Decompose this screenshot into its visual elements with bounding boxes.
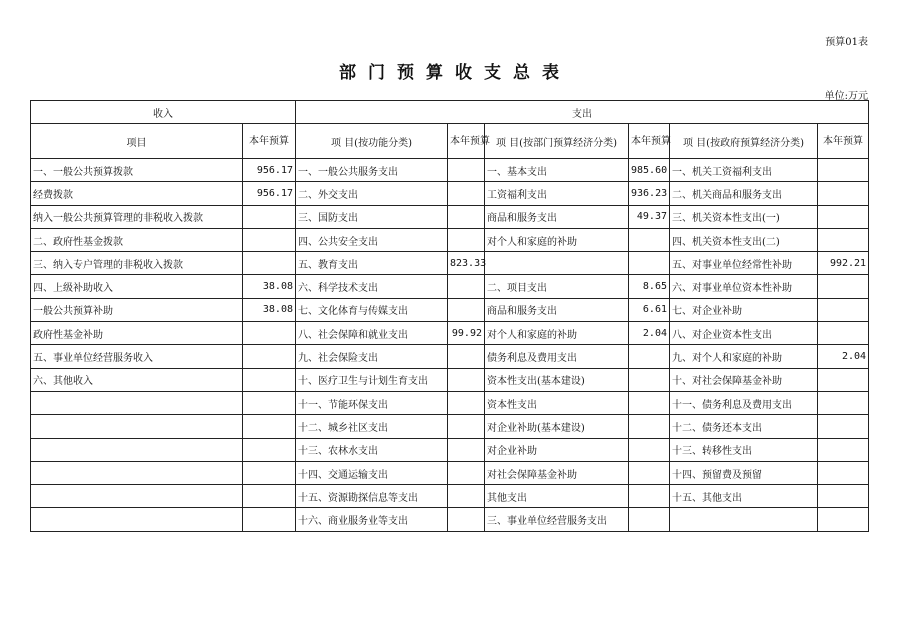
dept-econ-item-cell: 债务利息及费用支出 [485, 345, 629, 368]
function-budget-cell [448, 461, 485, 484]
col-header-gov-econ-item: 项 目(按政府预算经济分类) [670, 124, 818, 159]
function-item-cell: 十二、城乡社区支出 [296, 415, 448, 438]
gov-econ-item-cell: 五、对事业单位经常性补助 [670, 252, 818, 275]
dept-econ-budget-cell: 8.65 [629, 275, 670, 298]
income-item-cell: 五、事业单位经营服务收入 [31, 345, 243, 368]
col-header-income-item: 项目 [31, 124, 243, 159]
dept-econ-item-cell: 对个人和家庭的补助 [485, 228, 629, 251]
table-row [31, 228, 869, 251]
gov-econ-budget-cell [818, 391, 869, 414]
income-budget-cell: 38.08 [243, 275, 296, 298]
income-budget-cell [243, 345, 296, 368]
dept-econ-item-cell: 资本性支出 [485, 391, 629, 414]
table-row [31, 298, 869, 321]
expense-group-header: 支出 [296, 101, 869, 124]
dept-econ-budget-cell [629, 391, 670, 414]
dept-econ-item-cell: 对个人和家庭的补助 [485, 322, 629, 345]
col-header-income-budget: 本年预算 [243, 124, 296, 159]
table-row [31, 252, 869, 275]
col-header-dept-econ-budget: 本年预算 [629, 124, 670, 159]
dept-econ-item-cell: 二、项目支出 [485, 275, 629, 298]
gov-econ-budget-cell [818, 485, 869, 508]
unit-label: 单位:万元 [824, 91, 868, 102]
budget-summary-table [30, 100, 869, 532]
gov-econ-item-cell [670, 508, 818, 531]
dept-econ-item-cell: 对社会保障基金补助 [485, 461, 629, 484]
gov-econ-budget-cell [818, 415, 869, 438]
gov-econ-item-cell: 六、对事业单位资本性补助 [670, 275, 818, 298]
income-budget-cell [243, 252, 296, 275]
table-row [31, 345, 869, 368]
dept-econ-budget-cell [629, 438, 670, 461]
income-item-cell [31, 438, 243, 461]
gov-econ-budget-cell [818, 228, 869, 251]
form-code: 预算01表 [825, 37, 868, 48]
function-budget-cell [448, 182, 485, 205]
gov-econ-budget-cell [818, 508, 869, 531]
function-budget-cell [448, 298, 485, 321]
table-row [31, 182, 869, 205]
income-budget-cell: 956.17 [243, 182, 296, 205]
income-item-cell: 一般公共预算补助 [31, 298, 243, 321]
income-budget-cell [243, 368, 296, 391]
gov-econ-item-cell: 九、对个人和家庭的补助 [670, 345, 818, 368]
dept-econ-budget-cell: 2.04 [629, 322, 670, 345]
dept-econ-budget-cell: 49.37 [629, 205, 670, 228]
function-budget-cell [448, 485, 485, 508]
col-header-function-budget: 本年预算 [448, 124, 485, 159]
gov-econ-item-cell: 十、对社会保障基金补助 [670, 368, 818, 391]
income-item-cell: 二、政府性基金拨款 [31, 228, 243, 251]
gov-econ-budget-cell [818, 182, 869, 205]
dept-econ-item-cell: 商品和服务支出 [485, 205, 629, 228]
function-budget-cell [448, 368, 485, 391]
table-row [31, 322, 869, 345]
function-budget-cell [448, 508, 485, 531]
dept-econ-item-cell: 一、基本支出 [485, 159, 629, 182]
gov-econ-item-cell: 十一、债务利息及费用支出 [670, 391, 818, 414]
table-row [31, 415, 869, 438]
dept-econ-budget-cell: 985.60 [629, 159, 670, 182]
gov-econ-budget-cell [818, 298, 869, 321]
function-item-cell: 四、公共安全支出 [296, 228, 448, 251]
function-item-cell: 十四、交通运输支出 [296, 461, 448, 484]
dept-econ-budget-cell [629, 345, 670, 368]
function-item-cell: 五、教育支出 [296, 252, 448, 275]
income-item-cell [31, 415, 243, 438]
gov-econ-budget-cell: 992.21 [818, 252, 869, 275]
income-budget-cell [243, 508, 296, 531]
income-item-cell: 六、其他收入 [31, 368, 243, 391]
table-row [31, 275, 869, 298]
income-budget-cell [243, 391, 296, 414]
income-budget-cell [243, 205, 296, 228]
income-budget-cell [243, 322, 296, 345]
table-row [31, 159, 869, 182]
income-item-cell: 经费拨款 [31, 182, 243, 205]
gov-econ-budget-cell [818, 461, 869, 484]
gov-econ-item-cell: 十四、预留费及预留 [670, 461, 818, 484]
gov-econ-budget-cell [818, 438, 869, 461]
function-budget-cell [448, 159, 485, 182]
dept-econ-budget-cell [629, 368, 670, 391]
table-row [31, 391, 869, 414]
income-group-header: 收入 [31, 101, 296, 124]
table-row [31, 368, 869, 391]
income-item-cell [31, 508, 243, 531]
gov-econ-item-cell: 十二、债务还本支出 [670, 415, 818, 438]
function-item-cell: 八、社会保障和就业支出 [296, 322, 448, 345]
function-item-cell: 十五、资源勘探信息等支出 [296, 485, 448, 508]
dept-econ-budget-cell [629, 485, 670, 508]
income-item-cell [31, 485, 243, 508]
group-header-row [31, 101, 869, 124]
function-item-cell: 二、外交支出 [296, 182, 448, 205]
col-header-function-item: 项 目(按功能分类) [296, 124, 448, 159]
gov-econ-item-cell: 三、机关资本性支出(一) [670, 205, 818, 228]
col-header-gov-econ-budget: 本年预算 [818, 124, 869, 159]
table-row [31, 461, 869, 484]
gov-econ-item-cell: 八、对企业资本性支出 [670, 322, 818, 345]
table-row [31, 438, 869, 461]
gov-econ-item-cell: 七、对企业补助 [670, 298, 818, 321]
dept-econ-item-cell: 商品和服务支出 [485, 298, 629, 321]
column-header-row [31, 124, 869, 159]
table-row [31, 205, 869, 228]
table-row [31, 508, 869, 531]
income-budget-cell [243, 485, 296, 508]
dept-econ-item-cell: 对企业补助(基本建设) [485, 415, 629, 438]
income-budget-cell: 38.08 [243, 298, 296, 321]
gov-econ-budget-cell [818, 368, 869, 391]
function-item-cell: 七、文化体育与传媒支出 [296, 298, 448, 321]
function-item-cell: 一、一般公共服务支出 [296, 159, 448, 182]
gov-econ-budget-cell [818, 159, 869, 182]
function-budget-cell [448, 275, 485, 298]
income-item-cell: 一、一般公共预算拨款 [31, 159, 243, 182]
gov-econ-item-cell: 十五、其他支出 [670, 485, 818, 508]
function-budget-cell: 823.33 [448, 252, 485, 275]
gov-econ-item-cell: 二、机关商品和服务支出 [670, 182, 818, 205]
dept-econ-budget-cell [629, 461, 670, 484]
dept-econ-budget-cell: 6.61 [629, 298, 670, 321]
dept-econ-item-cell: 其他支出 [485, 485, 629, 508]
gov-econ-budget-cell [818, 275, 869, 298]
income-item-cell [31, 391, 243, 414]
income-budget-cell: 956.17 [243, 159, 296, 182]
dept-econ-item-cell: 工资福利支出 [485, 182, 629, 205]
income-budget-cell [243, 415, 296, 438]
function-item-cell: 十、医疗卫生与计划生育支出 [296, 368, 448, 391]
function-budget-cell [448, 228, 485, 251]
dept-econ-item-cell: 对企业补助 [485, 438, 629, 461]
dept-econ-budget-cell [629, 252, 670, 275]
function-item-cell: 三、国防支出 [296, 205, 448, 228]
gov-econ-budget-cell [818, 322, 869, 345]
table-row [31, 485, 869, 508]
col-header-dept-econ-item: 项 目(按部门预算经济分类) [485, 124, 629, 159]
function-budget-cell: 99.92 [448, 322, 485, 345]
income-item-cell: 政府性基金补助 [31, 322, 243, 345]
gov-econ-item-cell: 十三、转移性支出 [670, 438, 818, 461]
function-item-cell: 十三、农林水支出 [296, 438, 448, 461]
function-budget-cell [448, 415, 485, 438]
income-item-cell: 四、上级补助收入 [31, 275, 243, 298]
function-budget-cell [448, 205, 485, 228]
function-budget-cell [448, 391, 485, 414]
income-budget-cell [243, 228, 296, 251]
income-item-cell: 三、纳入专户管理的非税收入拨款 [31, 252, 243, 275]
dept-econ-budget-cell [629, 415, 670, 438]
page-title: 部门预算收支总表 [339, 63, 571, 83]
dept-econ-budget-cell [629, 228, 670, 251]
function-budget-cell [448, 345, 485, 368]
function-item-cell: 十六、商业服务业等支出 [296, 508, 448, 531]
income-item-cell: 纳入一般公共预算管理的非税收入拨款 [31, 205, 243, 228]
function-item-cell: 六、科学技术支出 [296, 275, 448, 298]
income-budget-cell [243, 438, 296, 461]
gov-econ-budget-cell [818, 205, 869, 228]
gov-econ-item-cell: 四、机关资本性支出(二) [670, 228, 818, 251]
dept-econ-budget-cell [629, 508, 670, 531]
function-budget-cell [448, 438, 485, 461]
income-item-cell [31, 461, 243, 484]
dept-econ-item-cell: 三、事业单位经营服务支出 [485, 508, 629, 531]
dept-econ-item-cell [485, 252, 629, 275]
dept-econ-budget-cell: 936.23 [629, 182, 670, 205]
function-item-cell: 九、社会保险支出 [296, 345, 448, 368]
dept-econ-item-cell: 资本性支出(基本建设) [485, 368, 629, 391]
income-budget-cell [243, 461, 296, 484]
gov-econ-budget-cell: 2.04 [818, 345, 869, 368]
function-item-cell: 十一、节能环保支出 [296, 391, 448, 414]
gov-econ-item-cell: 一、机关工资福利支出 [670, 159, 818, 182]
